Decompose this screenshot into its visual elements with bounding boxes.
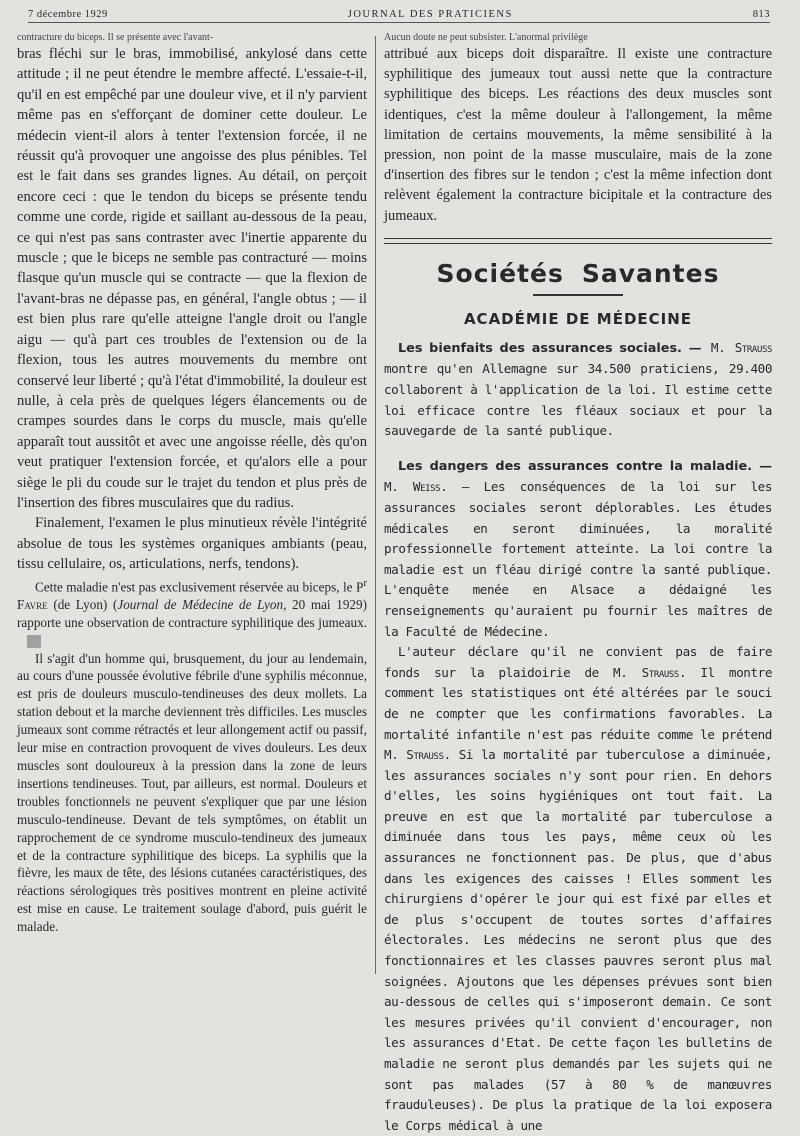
p3-title-sup: r xyxy=(363,576,367,589)
left-column xyxy=(17,32,368,936)
p3-text-before: Cette maladie n'est pas exclusivement réservée au biceps, le P xyxy=(35,578,364,594)
a3-text-mid: . Il montre comment les statistiques ont été altérées par le souci de ne compter que les confirmations favorables. La mortalité infantile n'est pas réduite comme le prétend M. xyxy=(384,664,772,763)
section-title xyxy=(384,258,772,290)
header-date: 7 décembre 1929 xyxy=(28,8,108,20)
running-header xyxy=(28,6,770,23)
left-paragraph-1: bras fléchi sur le bras, immobilisé, ankylosé dans cette attitude ; il ne peut étendre le membre affecté. L'essaie-t-il, qu'il en est empêché par une douleur vive, et il n'y parvient même pas en s'efforçant de dominer cette douleur. Le médecin vient-il alors à tenter l'extension forcée, il ne réussit qu'à provoquer une angoisse des plus pénibles. Tel est le fait dans ses grandes lignes. Au détail, on perçoit encore ceci : que le tendon du biceps se présente tendu comme une corde, rigide et saillant au-dessous de la peau, ce qui n'est pas sans contraster avec l'inertie apparente du muscle ; que le biceps ne semble pas contracturé — moins flasque qu'un muscle qui se contracte — que la flexion de l'avant-bras ne dépasse pas, en général, l'angle obtus ; — il est bien plus rare qu'elle atteigne l'angle droit ou l'angle aigu — qu'à part ces troubles de l'extension ou de la flexion, tous les autres mouvements du membre ont conservé leur liberté ; qu'à l'état d'immobilité, la douleur est nulle, à cela près de quelques légers élancements ou de crampes sourdes dans le corps du muscle, mais qu'elle apparaît tout aussitôt et avec une angoisse réelle, dès qu'on veut pratiquer l'extension forcée, et qu'alors elle a pour siège le pli du coude sur le trajet du tendon et plus près de l'insertion des fibres musculaires que du radius. xyxy=(17,46,367,511)
article-1-author: Strauss xyxy=(734,339,772,355)
article-2 xyxy=(384,456,772,642)
article-1 xyxy=(384,338,772,442)
left-cut-line: contracture du biceps. Il se présente avec l'avant- xyxy=(17,32,214,43)
ink-blot-icon xyxy=(27,635,41,648)
left-paragraph-3 xyxy=(17,575,367,650)
a3-author-2: Strauss xyxy=(406,747,444,763)
double-rule xyxy=(384,238,772,244)
header-page-number: 813 xyxy=(752,8,770,20)
article-2-heading: Les dangers des assurances contre la maladie. — xyxy=(398,458,772,474)
column-separator xyxy=(375,36,376,974)
section-title-word-2: Savantes xyxy=(581,258,720,288)
article-2-author-prefix: M. xyxy=(384,479,413,495)
section-title-word-1: Sociétés xyxy=(436,258,564,288)
p3-author: Favre xyxy=(17,596,48,612)
a3-text-pre: L'auteur déclare qu'il ne convient pas de faire fonds sur la plaidoirie de M. xyxy=(384,644,772,680)
p3-text-after: , 20 mai 1929) rapporte une observation de contracture syphilitique des jumeaux. xyxy=(17,596,368,630)
header-journal-title: JOURNAL DES PRATICIENS xyxy=(347,8,513,20)
article-1-text: montre qu'en Allemagne sur 34.500 praticiens, 29.400 collaborent à l'application de la loi. Il estime cette loi efficace contre les fléaux sociaux et pour la sauvegarde de la santé publique. xyxy=(384,361,772,439)
left-paragraph-4: Il s'agit d'un homme qui, brusquement, du jour au lendemain, au cours d'une poussée évolutive fébrile d'une syphilis méconnue, est pris de douleurs musculo-tendineuses des deux mollets. La station debout et la marche deviennent très difficiles. Les muscles jumeaux sont comme rétractés et leur allongement actif ou passif, leur mise en contraction provoquent de vives douleurs. Les deux muscles sont douloureux à la pression dans la zone de leurs insertions tendineuses. Tout, par ailleurs, est normal. Douleurs et troubles fonctionnels ne peuvent s'expliquer que par une lésion musculo-tendineuse. Devant de tels symptômes, on établit un rapprochement de ce syndrome musculo-tendineux des jumeaux et de la contracture syphilitique des biceps. La syphilis que la fièvre, les maux de tête, des lésions cutanées caractéristiques, des réactions sérologiques très positives montrent en pleine activité est mise en cause. Le traitement soulage d'abord, puis guérit le malade. xyxy=(17,650,367,935)
a3-text-post: . Si la mortalité par tuberculose a diminuée, les assurances sociales n'y sont pour rien. En dehors d'elles, les soins hygiéniques ont tout fait. La preuve en est que la mortalité par tuberculose a diminuée dans tous les pays, même ceux où les assurances ne fonctionnent pas. De plus, que d'abus dans les exigences des caisses ! Elles somment les chirurgiens d'opérer le jour qui est fixé par elles et de plus s'occupent de toutes sortes d'affaires électorales. Les médecins ne seront plus que des fonctionnaires et les classes pauvres seront plus mal soignées. Ajoutons que les dépenses prévues sont bien au-dessous de celles qui s'imposeront demain. Ce sont les mesures privées qu'il convient d'encourager, non les assurances d'Etat. De cette façon les bulletins de maladie ne seront plus demandés par les sujets qui ne sont pas malades (57 à 80 % de manœuvres frauduleuses). De plus la pratique de la loi exposera le Corps médical à une xyxy=(384,747,772,1133)
right-column xyxy=(384,32,773,1136)
p3-text-mid: (de Lyon) ( xyxy=(47,596,118,612)
right-paragraph-1: attribué aux biceps doit disparaître. Il existe une contracture syphilitique des jumeaux tout aussi nette que la contracture syphilitique des biceps. Les réactions des deux muscles sont identiques, c'est la même douleur à l'allongement, la même limitation de certains mouvements, la même sensibilité à la pression, non point de la masse musculaire, mais de la zone d'insertion des fibres sur le tendon ; c'est la même infection dont relèvent également la contracture bicipitale et la contracture des jumeaux. xyxy=(384,46,772,224)
right-cut-line: Aucun doute ne peut subsister. L'anormal privilège xyxy=(384,32,588,43)
title-underline xyxy=(533,294,623,296)
article-1-heading: Les bienfaits des assurances sociales. — xyxy=(398,340,702,356)
article-2-text: . — Les conséquences de la loi sur les assurances sociales seront déplorables. Les études médicales en seront diminuées, la moralité professionnelle fortement atteinte. La loi contre la maladie est un fléau dirigé contre la santé publique. L'enquête menée en Alsace a dédaigné les renseignements qu'auraient pu fournir les maîtres de la Faculté de Médecine. xyxy=(384,479,773,639)
subsection-title: ACADÉMIE DE MÉDECINE xyxy=(463,309,693,328)
p3-journal-ref: Journal de Médecine de Lyon xyxy=(117,596,284,612)
a3-author-1: Strauss xyxy=(641,664,679,680)
article-2-author: Weiss xyxy=(412,479,441,495)
left-paragraph-2: Finalement, l'examen le plus minutieux révèle l'intégrité absolue de tous les systèmes organiques ambiants (peau, tissu cellulaire, os, articulations, nerfs, tendons). xyxy=(17,515,367,573)
article-1-author-prefix: M. xyxy=(701,339,735,355)
article-2-continued xyxy=(384,642,772,1136)
